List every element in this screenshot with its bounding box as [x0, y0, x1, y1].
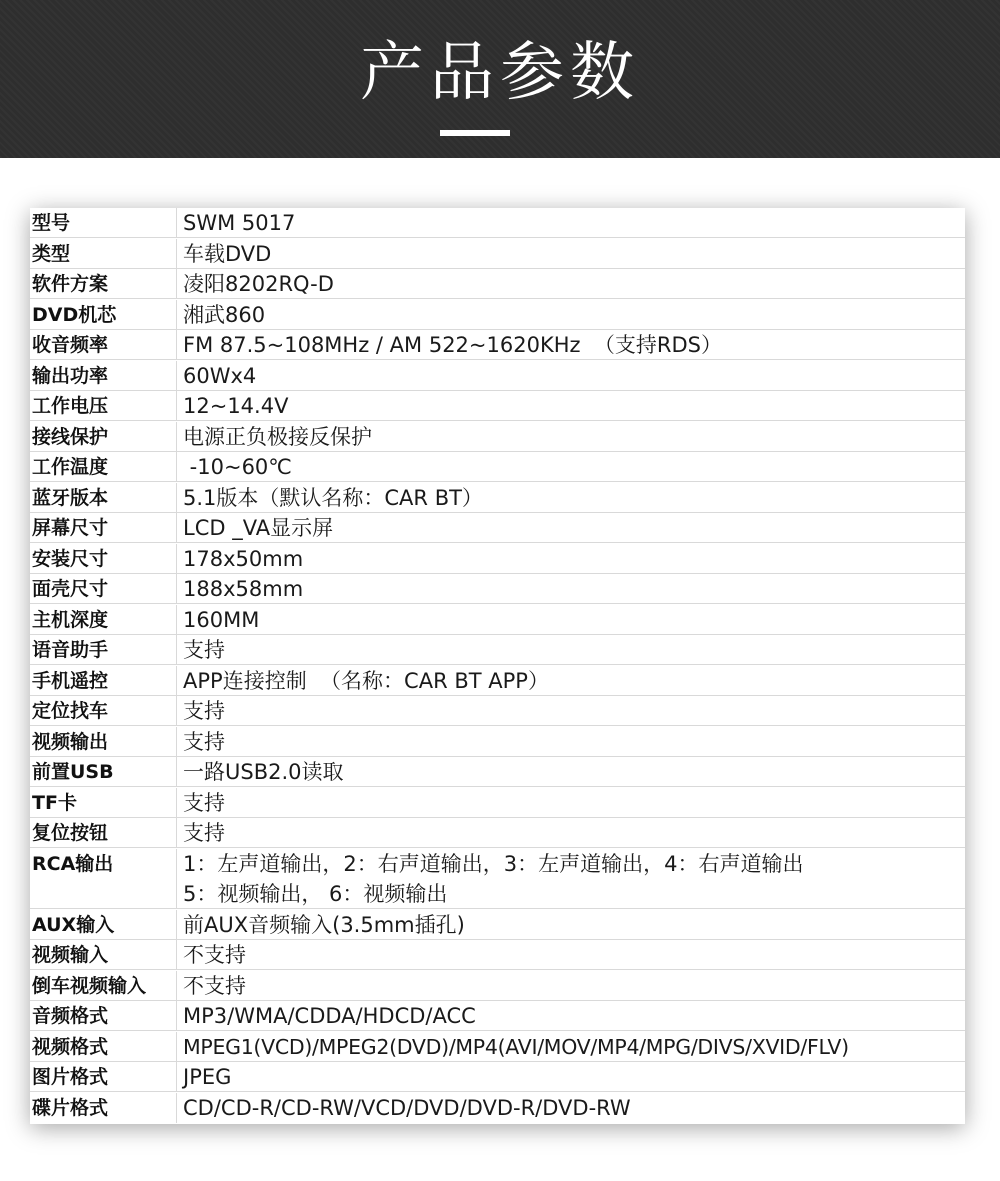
spec-label: 主机深度 — [32, 608, 109, 631]
spec-row — [30, 818, 965, 848]
column-divider — [176, 422, 177, 452]
spec-value: 车载DVD — [183, 241, 272, 266]
spec-row — [30, 483, 965, 513]
spec-label — [32, 879, 172, 909]
spec-value: 5：视频输出， 6：视频输出 — [183, 882, 448, 906]
spec-label: 音频格式 — [32, 1005, 109, 1027]
spec-label: 软件方案 — [32, 273, 109, 295]
spec-row — [30, 1093, 965, 1123]
spec-value: 不支持 — [183, 943, 246, 967]
spec-row — [30, 940, 965, 970]
spec-value: 电源正负极接反保护 — [183, 424, 372, 449]
spec-row — [30, 330, 965, 360]
spec-value: FM 87.5~108MHz / AM 522~1620KHz （支持RDS） — [183, 333, 722, 357]
spec-label: 类型 — [32, 242, 71, 265]
spec-value: 凌阳8202RQ-D — [183, 272, 334, 296]
spec-row — [30, 239, 965, 269]
spec-value: CD/CD-R/CD-RW/VCD/DVD/DVD-R/DVD-RW — [183, 1095, 631, 1120]
column-divider — [176, 788, 177, 818]
spec-row — [30, 910, 965, 940]
column-divider — [176, 727, 177, 757]
spec-label: 倒车视频输入 — [32, 974, 147, 997]
column-divider — [176, 635, 177, 665]
spec-row — [30, 971, 965, 1001]
spec-row-continued — [30, 879, 965, 909]
spec-value: 160MM — [183, 607, 260, 632]
spec-value: 188x58mm — [183, 577, 304, 601]
spec-label: 复位按钮 — [32, 822, 109, 844]
spec-row — [30, 788, 965, 818]
column-divider — [176, 544, 177, 574]
spec-label: 碟片格式 — [32, 1096, 109, 1119]
column-divider — [176, 940, 177, 970]
column-divider — [176, 818, 177, 848]
spec-row — [30, 391, 965, 421]
spec-value: 60Wx4 — [183, 363, 257, 388]
column-divider — [176, 208, 177, 238]
spec-value: 5.1版本（默认名称：CAR BT） — [183, 485, 483, 510]
spec-label: DVD机芯 — [32, 303, 117, 326]
spec-label: 屏幕尺寸 — [32, 517, 109, 539]
column-divider — [176, 696, 177, 726]
spec-value: MPEG1(VCD)/MPEG2(DVD)/MP4(AVI/MOV/MP4/MPG/DIVS/XVID/FLV) — [183, 1034, 849, 1059]
spec-row — [30, 269, 965, 299]
spec-value: 支持 — [183, 790, 225, 815]
column-divider — [176, 910, 177, 940]
spec-value: 不支持 — [183, 973, 246, 998]
spec-table — [30, 208, 965, 1124]
column-divider — [176, 1032, 177, 1062]
spec-row — [30, 1062, 965, 1092]
spec-row — [30, 605, 965, 635]
column-divider — [176, 452, 177, 482]
spec-label: 工作电压 — [32, 395, 109, 417]
column-divider — [176, 330, 177, 360]
column-divider — [176, 391, 177, 421]
column-divider — [176, 574, 177, 604]
spec-row — [30, 1032, 965, 1062]
spec-value: 支持 — [183, 729, 225, 754]
column-divider — [176, 879, 177, 909]
column-divider — [176, 1093, 177, 1123]
spec-label: 接线保护 — [32, 425, 109, 448]
spec-label: 工作温度 — [32, 456, 109, 478]
column-divider — [176, 269, 177, 299]
spec-row — [30, 361, 965, 391]
spec-row — [30, 422, 965, 452]
column-divider — [176, 513, 177, 543]
spec-value: MP3/WMA/CDDA/HDCD/ACC — [183, 1004, 476, 1028]
column-divider — [176, 300, 177, 330]
spec-row — [30, 666, 965, 696]
column-divider — [176, 666, 177, 696]
spec-value: 湘武860 — [183, 302, 266, 327]
column-divider — [176, 1062, 177, 1092]
spec-label: 型号 — [32, 212, 71, 234]
spec-label: TF卡 — [32, 791, 77, 814]
spec-value: 支持 — [183, 699, 225, 723]
spec-row — [30, 1001, 965, 1031]
title-underline — [440, 130, 510, 136]
spec-row — [30, 757, 965, 787]
spec-value: -10~60℃ — [183, 455, 292, 479]
spec-label: AUX输入 — [32, 913, 115, 936]
spec-label: 输出功率 — [32, 364, 109, 387]
spec-label: 图片格式 — [32, 1066, 109, 1088]
spec-value: 178x50mm — [183, 546, 304, 571]
spec-row — [30, 452, 965, 482]
spec-label: 面壳尺寸 — [32, 578, 109, 600]
column-divider — [176, 483, 177, 513]
column-divider — [176, 971, 177, 1001]
spec-row — [30, 300, 965, 330]
spec-value: JPEG — [183, 1065, 232, 1089]
spec-row — [30, 849, 965, 879]
spec-label: 视频输入 — [32, 944, 109, 966]
spec-value: 支持 — [183, 638, 225, 662]
spec-value: 支持 — [183, 821, 225, 845]
column-divider — [176, 361, 177, 391]
spec-value: LCD _VA显示屏 — [183, 516, 334, 540]
spec-label: 收音频率 — [32, 334, 109, 356]
column-divider — [176, 1001, 177, 1031]
spec-row — [30, 208, 965, 238]
spec-label: 语音助手 — [32, 639, 109, 661]
spec-value: 前AUX音频输入(3.5mm插孔) — [183, 912, 465, 937]
column-divider — [176, 757, 177, 787]
spec-row — [30, 544, 965, 574]
spec-row — [30, 574, 965, 604]
spec-label: 蓝牙版本 — [32, 486, 109, 509]
page-title: 产品参数 — [360, 36, 640, 110]
spec-label: 手机遥控 — [32, 669, 109, 692]
spec-value: 一路USB2.0读取 — [183, 760, 344, 784]
spec-row — [30, 696, 965, 726]
spec-value: APP连接控制 （名称：CAR BT APP） — [183, 668, 549, 693]
column-divider — [176, 239, 177, 269]
header-banner — [0, 0, 1000, 158]
spec-row — [30, 727, 965, 757]
spec-label: 前置USB — [32, 761, 114, 783]
spec-label: RCA输出 — [32, 852, 114, 875]
column-divider — [176, 849, 177, 879]
spec-value: SWM 5017 — [183, 211, 296, 235]
column-divider — [176, 605, 177, 635]
spec-label: 视频输出 — [32, 730, 109, 753]
spec-label: 视频格式 — [32, 1035, 109, 1058]
spec-label: 定位找车 — [32, 700, 109, 722]
spec-value: 12~14.4V — [183, 394, 289, 418]
spec-row — [30, 635, 965, 665]
spec-row — [30, 513, 965, 543]
spec-label: 安装尺寸 — [32, 547, 109, 570]
spec-value: 1：左声道输出，2：右声道输出，3：左声道输出，4：右声道输出 — [183, 851, 804, 876]
